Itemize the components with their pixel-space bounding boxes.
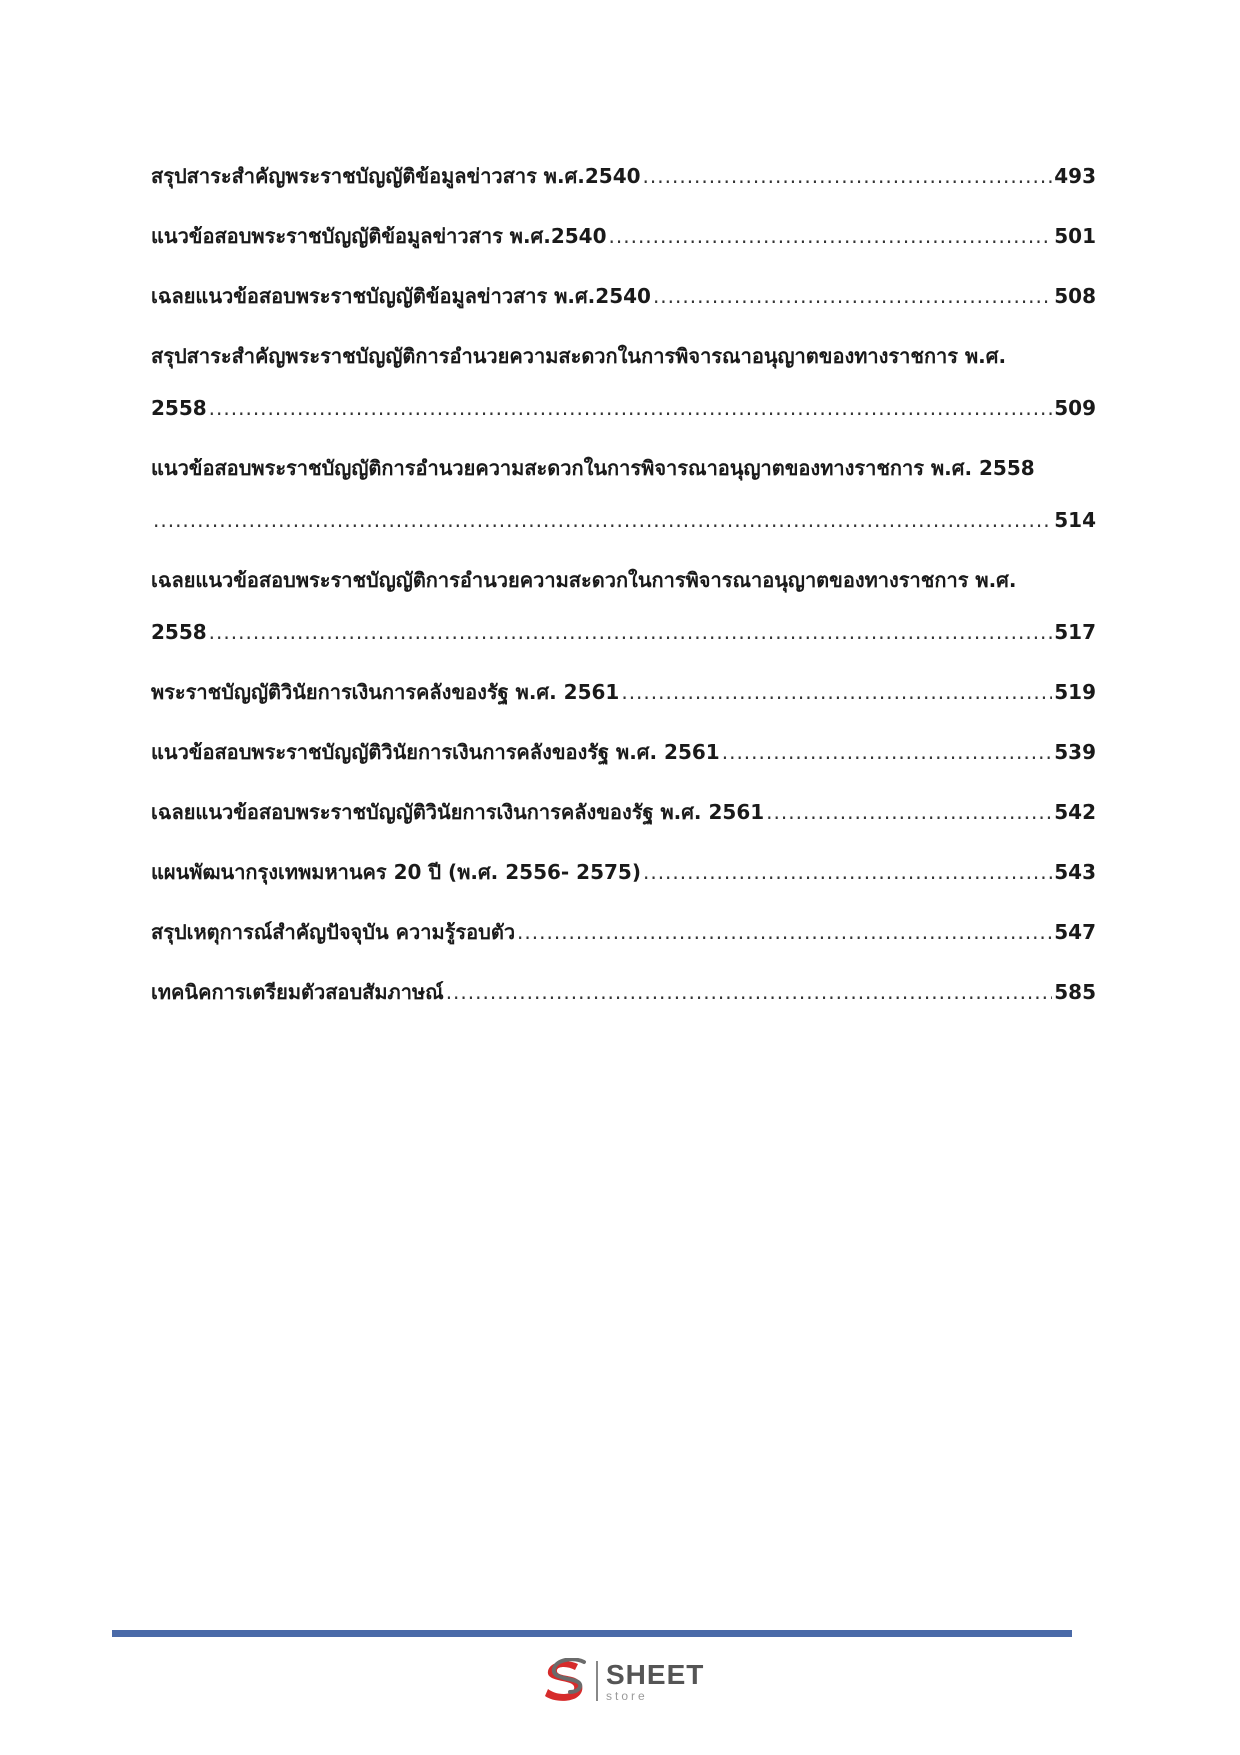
toc-entry-title: สรุปสาระสำคัญพระราชบัญญัติการอำนวยความสะดวกในการพิจารณาอนุญาตของทางราชการ พ.ศ. [151, 344, 1007, 368]
logo-wordmark [606, 1658, 705, 1703]
toc-entry-title: แผนพัฒนากรุงเทพมหานคร 20 ปี (พ.ศ. 2556- 2575) [151, 860, 641, 884]
toc-entry-page: 509 [1054, 396, 1096, 420]
toc-entry-title: เฉลยแนวข้อสอบพระราชบัญญัติการอำนวยความสะดวกในการพิจารณาอนุญาตของทางราชการ พ.ศ. [151, 568, 1017, 592]
toc-leader-dots [766, 786, 1052, 838]
toc-entry-title: แนวข้อสอบพระราชบัญญัติวินัยการเงินการคลังของรัฐ พ.ศ. 2561 [151, 740, 720, 764]
toc-entry-page: 514 [1054, 508, 1096, 532]
toc-leader-dots [517, 906, 1052, 958]
toc-leader-dots [153, 494, 1052, 546]
toc-leader-dots [643, 150, 1053, 202]
toc-entry-title-continued: 2558 [151, 396, 207, 420]
sheet-store-logo [540, 1655, 704, 1707]
toc-entry-page: 519 [1054, 680, 1096, 704]
toc-entry-title: แนวข้อสอบพระราชบัญญัติการอำนวยความสะดวกในการพิจารณาอนุญาตของทางราชการ พ.ศ. 2558 [151, 456, 1035, 480]
toc-entry-page: 585 [1054, 980, 1096, 1004]
logo-sub-text: store [606, 1688, 648, 1703]
toc-entry [151, 786, 1096, 838]
toc-entry [151, 666, 1096, 718]
toc-entry-page: 517 [1054, 620, 1096, 644]
toc-entry [151, 210, 1096, 262]
logo-divider [596, 1661, 598, 1701]
toc-entry-page: 543 [1054, 860, 1096, 884]
toc-leader-dots [643, 846, 1052, 898]
toc-leader-dots [653, 270, 1052, 322]
toc-entry [151, 966, 1096, 1018]
toc-entry-title: สรุปเหตุการณ์สำคัญปัจจุบัน ความรู้รอบตัว [151, 920, 516, 944]
toc-entry-page: 539 [1054, 740, 1096, 764]
toc-entry [151, 270, 1096, 322]
toc-entry-title: พระราชบัญญัติวินัยการเงินการคลังของรัฐ พ.ศ. 2561 [151, 680, 620, 704]
toc-leader-dots [621, 666, 1052, 718]
toc-entry [151, 906, 1096, 958]
logo-main-text: SHEET [606, 1658, 705, 1690]
toc-entry-page: 501 [1054, 224, 1096, 248]
toc-entry-title: เฉลยแนวข้อสอบพระราชบัญญัติข้อมูลข่าวสาร พ.ศ.2540 [151, 284, 651, 308]
toc-entry [151, 150, 1096, 202]
toc-entry [151, 726, 1096, 778]
toc-entry-page: 542 [1054, 800, 1096, 824]
toc-entry [151, 442, 1096, 546]
toc-leader-dots [609, 210, 1053, 262]
toc-leader-dots [722, 726, 1053, 778]
table-of-contents [151, 150, 1096, 1026]
toc-leader-dots [446, 966, 1053, 1018]
toc-entry-title: สรุปสาระสำคัญพระราชบัญญัติข้อมูลข่าวสาร พ.ศ.2540 [151, 164, 641, 188]
toc-leader-dots [209, 382, 1053, 434]
toc-entry-title: เฉลยแนวข้อสอบพระราชบัญญัติวินัยการเงินการคลังของรัฐ พ.ศ. 2561 [151, 800, 765, 824]
footer-divider-bar [112, 1630, 1072, 1637]
sheet-store-s-icon [540, 1658, 590, 1704]
toc-entry-title: แนวข้อสอบพระราชบัญญัติข้อมูลข่าวสาร พ.ศ.2540 [151, 224, 607, 248]
toc-entry [151, 554, 1096, 658]
toc-entry-page: 508 [1054, 284, 1096, 308]
toc-leader-dots [209, 606, 1053, 658]
toc-entry [151, 330, 1096, 434]
toc-entry-page: 493 [1054, 164, 1096, 188]
toc-entry-title-continued: 2558 [151, 620, 207, 644]
toc-entry-page: 547 [1054, 920, 1096, 944]
toc-entry [151, 846, 1096, 898]
toc-entry-title: เทคนิคการเตรียมตัวสอบสัมภาษณ์ [151, 980, 444, 1004]
